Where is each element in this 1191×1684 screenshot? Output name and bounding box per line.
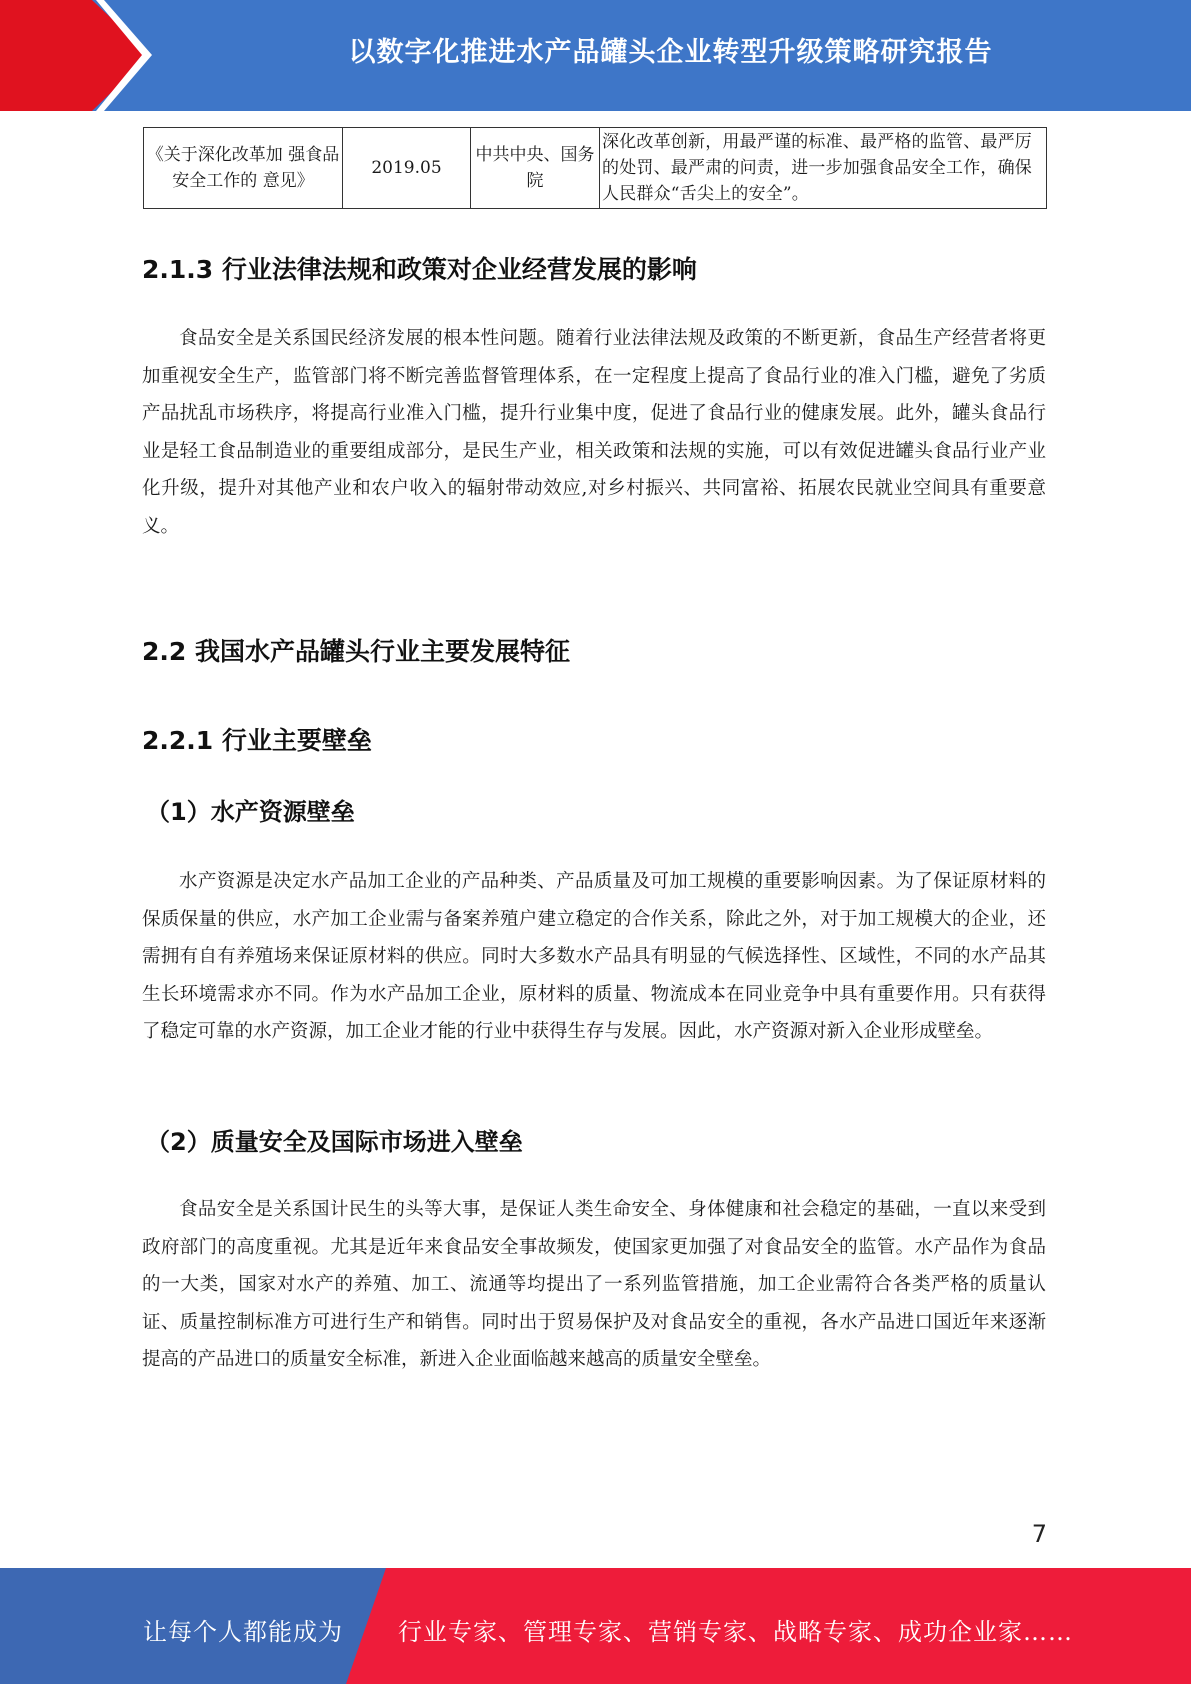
subsection-2-paragraph: 食品安全是关系国计民生的头等大事，是保证人类生命安全、身体健康和社会稳定的基础，一直以来受到政府部门的高度重视。尤其是近年来食品安全事故频发，使国家更加强了对食品安全的监管。水产品作为食品的一大类，国家对水产的养殖、加工、流通等均提出了一系列监管措施，加工企业需符合各类严格的质量认证、质量控制标准方可进行生产和销售。同时出于贸易保护及对食品安全的重视，各水产品进口国近年来逐渐提高的产品进口的质量安全标准，新进入企业面临越来越高的质量安全壁垒。 [142,1199,1046,1370]
report-title: 以数字化推进水产品罐头企业转型升级策略研究报告 [348,37,993,68]
header-banner [0,0,1191,111]
subsection-heading-2: （2）质量安全及国际市场进入壁垒 [146,1128,523,1156]
policy-document-cell: 《关于深化改革加 强食品安全工作的 意见》 [144,128,343,209]
section-2-1-3-paragraph: 食品安全是关系国民经济发展的根本性问题。随着行业法律法规及政策的不断更新，食品生产经营者将更加重视安全生产，监管部门将不断完善监督管理体系，在一定程度上提高了食品行业的准入门槛，避免了劣质产品扰乱市场秩序，将提高行业准入门槛，提升行业集中度，促进了食品行业的健康发展。此外，罐头食品行业是轻工食品制造业的重要组成部分，是民生产业，相关政策和法规的实施，可以有效促进罐头食品行业产业化升级，提升对其他产业和农户收入的辐射带动效应,对乡村振兴、共同富裕、拓展农民就业空间具有重要意义。 [142,328,1046,537]
policy-content-cell: 深化改革创新，用最严谨的标准、最严格的监管、最严厉的处罚、最严肃的问责，进一步加强食品安全工作，确保人民群众“舌尖上的安全”。 [600,128,1047,209]
footer-banner [0,1568,1191,1684]
section-heading-2-2: 2.2 我国水产品罐头行业主要发展特征 [142,637,570,666]
header-red-arrow [0,0,150,111]
subsection-heading-1: （1）水产资源壁垒 [146,798,355,826]
policy-issuer-cell: 中共中央、国务院 [471,128,600,209]
policy-date-cell: 2019.05 [343,128,471,209]
footer-slogan-right: 行业专家、管理专家、营销专家、战略专家、成功企业家…… [398,1618,1073,1646]
subsection-1-paragraph: 水产资源是决定水产品加工企业的产品种类、产品质量及可加工规模的重要影响因素。为了保证原材料的保质保量的供应，水产加工企业需与备案养殖户建立稳定的合作关系，除此之外，对于加工规模大的企业，还需拥有自有养殖场来保证原材料的供应。同时大多数水产品具有明显的气候选择性、区域性，不同的水产品其生长环境需求亦不同。作为水产品加工企业，原材料的质量、物流成本在同业竞争中具有重要作用。只有获得了稳定可靠的水产资源，加工企业才能的行业中获得生存与发展。因此，水产资源对新入企业形成壁垒。 [142,871,1046,1042]
section-heading-2-2-1: 2.2.1 行业主要壁垒 [142,726,372,755]
footer-slogan-left: 让每个人都能成为 [143,1618,343,1646]
section-heading-2-1-3: 2.1.3 行业法律法规和政策对企业经营发展的影响 [142,255,697,284]
page-number: 7 [1031,1520,1047,1548]
policy-table [143,127,1047,209]
table-row [144,128,1047,209]
